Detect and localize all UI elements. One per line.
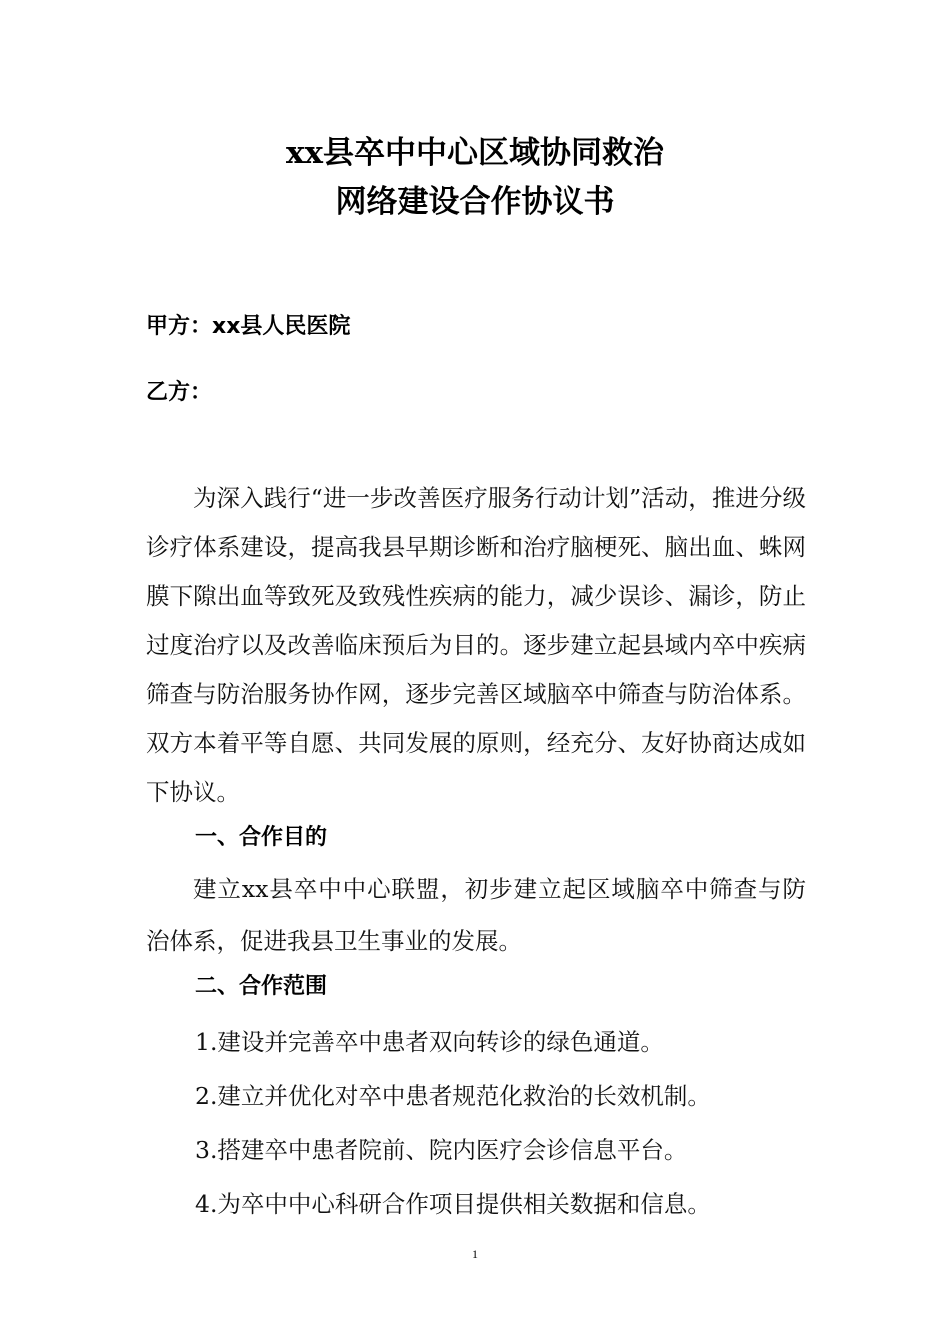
document-title-line2: 网络建设合作协议书: [335, 184, 615, 220]
page-number: 1: [472, 1247, 478, 1261]
scope-item: 3.搭建卒中患者院前、院内医疗会诊信息平台。: [195, 1136, 688, 1164]
scope-item: 4.为卒中中心科研合作项目提供相关数据和信息。: [195, 1190, 711, 1218]
section1-paragraph: 建立xx县卒中中心联盟，初步建立起区域脑卒中筛查与防治体系，促进我县卫生事业的发展。: [146, 875, 806, 955]
section2-heading: 二、合作范围: [195, 974, 328, 999]
party-a: 甲方：xx县人民医院: [146, 314, 351, 339]
scope-list: [195, 1015, 711, 1231]
party-b: 乙方：: [146, 380, 213, 405]
intro-paragraph: 为深入践行“进一步改善医疗服务行动计划”活动，推进分级诊疗体系建设，提高我县早期诊断和治疗脑梗死、脑出血、蛛网膜下隙出血等致死及致残性疾病的能力，减少误诊、漏诊，防止过度治疗以及改善临床预后为目的。逐步建立起县域内卒中疾病筛查与防治服务协作网，逐步完善区域脑卒中筛查与防治体系。双方本着平等自愿、共同发展的原则，经充分、友好协商达成如下协议。: [146, 484, 806, 806]
scope-item: 2.建立并优化对卒中患者规范化救治的长效机制。: [195, 1082, 711, 1110]
section1-heading: 一、合作目的: [195, 825, 328, 850]
document-title-line1: xx县卒中中心区域协同救治: [286, 135, 664, 171]
scope-item: 1.建设并完善卒中患者双向转诊的绿色通道。: [195, 1028, 664, 1056]
